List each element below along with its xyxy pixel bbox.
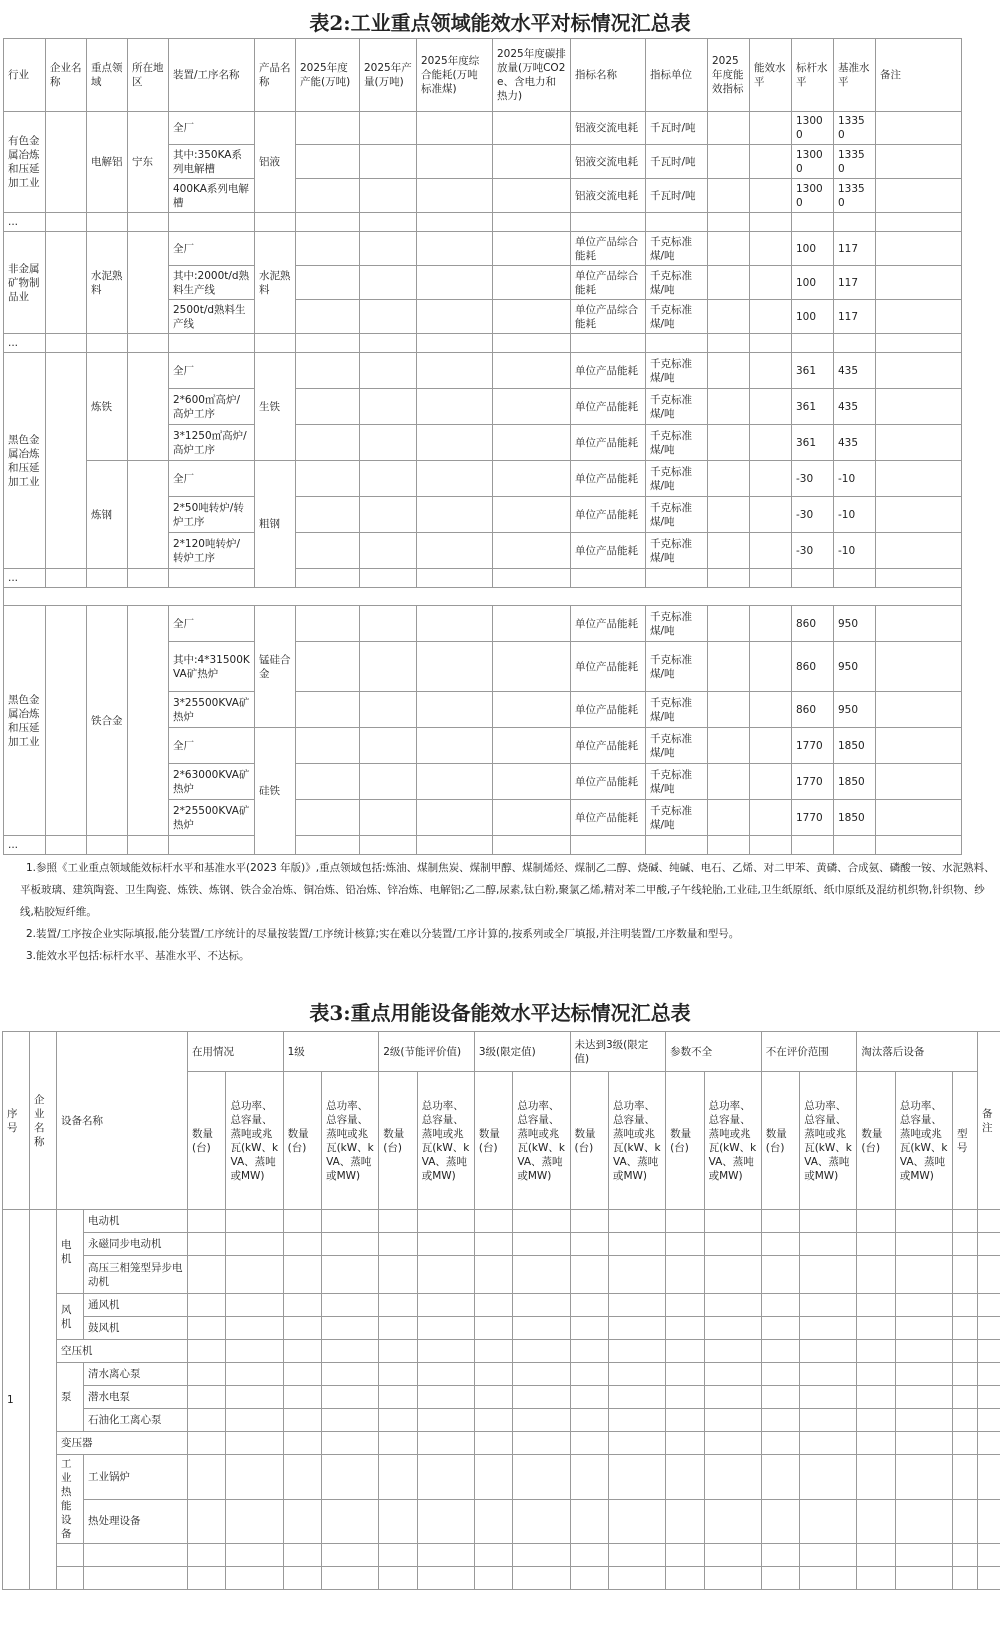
- device-item: 石油化工离心泵: [84, 1409, 188, 1432]
- table2-header-row: [4, 39, 962, 112]
- product-cell: 生铁: [255, 353, 296, 461]
- sub-model: 型号: [953, 1072, 978, 1210]
- company-cell: [46, 353, 87, 569]
- benchmark-cell: 13000: [792, 112, 834, 145]
- sub-cap: 总功率、总容量、蒸吨或兆瓦(kW、kVA、蒸吨或MW): [608, 1072, 665, 1210]
- table-row: [3, 1210, 1000, 1233]
- device-cell: 2500t/d熟料生产线: [169, 300, 255, 334]
- base-cell: 13350: [834, 145, 876, 179]
- region-cell: [128, 353, 169, 461]
- unit-cell: 千克标准煤/吨: [646, 232, 708, 266]
- header-capacity: 2025年度产能(万吨): [296, 39, 360, 112]
- device-item: 工业锅炉: [84, 1455, 188, 1500]
- industry-cell: 有色金属冶炼和压延加工业: [4, 112, 46, 213]
- sub-cap: 总功率、总容量、蒸吨或兆瓦(kW、kVA、蒸吨或MW): [704, 1072, 761, 1210]
- benchmark-cell: 100: [792, 266, 834, 300]
- table3-title: 表3:重点用能设备能效水平达标情况汇总表: [309, 1001, 691, 1025]
- table-row: [3, 1386, 1000, 1409]
- device-cell: 2*63000KVA矿热炉: [169, 764, 255, 800]
- metric-cell: 单位产品能耗: [571, 764, 646, 800]
- field-cell: 水泥熟料: [87, 232, 128, 334]
- unit-cell: 千克标准煤/吨: [646, 800, 708, 836]
- device-item: 空压机: [57, 1340, 188, 1363]
- header-company: 企业名称: [30, 1032, 57, 1210]
- unit-cell: 千克标准煤/吨: [646, 642, 708, 692]
- table-row: [3, 1363, 1000, 1386]
- device-item: 清水离心泵: [84, 1363, 188, 1386]
- product-cell: 粗钢: [255, 461, 296, 588]
- table-row: [3, 1294, 1000, 1317]
- table3-group-row: [3, 1032, 1000, 1072]
- product-cell: 水泥熟料: [255, 232, 296, 334]
- sub-cap: 总功率、总容量、蒸吨或兆瓦(kW、kVA、蒸吨或MW): [895, 1072, 952, 1210]
- sub-cap: 总功率、总容量、蒸吨或兆瓦(kW、kVA、蒸吨或MW): [417, 1072, 474, 1210]
- base-cell: 13350: [834, 179, 876, 213]
- device-item: 永磁同步电动机: [84, 1233, 188, 1256]
- unit-cell: 千克标准煤/吨: [646, 728, 708, 764]
- base-cell: -10: [834, 497, 876, 533]
- metric-cell: 单位产品能耗: [571, 425, 646, 461]
- ellipsis-row: [4, 213, 962, 232]
- base-cell: 1850: [834, 728, 876, 764]
- metric-cell: 铝液交流电耗: [571, 145, 646, 179]
- note-3: 3.能效水平包括:标杆水平、基准水平、不达标。: [26, 950, 250, 962]
- sub-qty: 数量(台): [761, 1072, 799, 1210]
- unit-cell: 千瓦时/吨: [646, 112, 708, 145]
- base-cell: 117: [834, 266, 876, 300]
- sub-cap: 总功率、总容量、蒸吨或兆瓦(kW、kVA、蒸吨或MW): [322, 1072, 379, 1210]
- group-level-2: 2级(节能评价值): [379, 1032, 475, 1072]
- industry-cell: 非金属矿物制品业: [4, 232, 46, 334]
- header-unit: 指标单位: [646, 39, 708, 112]
- base-cell: 1850: [834, 800, 876, 836]
- header-industry: 行业: [4, 39, 46, 112]
- ellipsis-row: [4, 569, 962, 588]
- benchmark-cell: 1770: [792, 764, 834, 800]
- header-base: 基准水平: [834, 39, 876, 112]
- unit-cell: 千瓦时/吨: [646, 145, 708, 179]
- table-row: [3, 1409, 1000, 1432]
- company-cell: [30, 1210, 57, 1590]
- header-metric: 指标名称: [571, 39, 646, 112]
- base-cell: 950: [834, 692, 876, 728]
- header-field: 重点领域: [87, 39, 128, 112]
- category-fan: 风机: [57, 1294, 84, 1340]
- header-device-name: 设备名称: [57, 1032, 188, 1210]
- benchmark-cell: 1770: [792, 728, 834, 764]
- field-cell: 电解铝: [87, 112, 128, 213]
- sub-qty: 数量(台): [857, 1072, 895, 1210]
- table-row: [4, 461, 962, 497]
- table-row: [3, 1544, 1000, 1567]
- metric-cell: 铝液交流电耗: [571, 112, 646, 145]
- unit-cell: 千克标准煤/吨: [646, 497, 708, 533]
- benchmark-cell: -30: [792, 533, 834, 569]
- header-indicator: 2025年度能效指标: [708, 39, 750, 112]
- device-item: 高压三相笼型异步电动机: [84, 1256, 188, 1294]
- table-row: [4, 112, 962, 145]
- benchmark-cell: 860: [792, 692, 834, 728]
- device-item: 电动机: [84, 1210, 188, 1233]
- device-cell: 其中:4*31500KVA矿热炉: [169, 642, 255, 692]
- metric-cell: 单位产品综合能耗: [571, 300, 646, 334]
- region-cell: 宁东: [128, 112, 169, 213]
- header-device: 装置/工序名称: [169, 39, 255, 112]
- header-output: 2025年产量(万吨): [360, 39, 417, 112]
- table3: [2, 1031, 1000, 1590]
- seq-cell: 1: [3, 1210, 30, 1590]
- table-row: [3, 1567, 1000, 1590]
- base-cell: 117: [834, 300, 876, 334]
- header-product: 产品名称: [255, 39, 296, 112]
- device-cell: 其中:350KA系列电解槽: [169, 145, 255, 179]
- benchmark-cell: 860: [792, 642, 834, 692]
- benchmark-cell: 100: [792, 232, 834, 266]
- unit-cell: 千克标准煤/吨: [646, 461, 708, 497]
- header-remark: 备注: [876, 39, 962, 112]
- metric-cell: 单位产品能耗: [571, 642, 646, 692]
- table-row: [4, 232, 962, 266]
- group-level-1: 1级: [283, 1032, 379, 1072]
- device-cell: 全厂: [169, 112, 255, 145]
- region-cell: [128, 232, 169, 334]
- header-seq: 序号: [3, 1032, 30, 1210]
- sub-cap: 总功率、总容量、蒸吨或兆瓦(kW、kVA、蒸吨或MW): [513, 1072, 570, 1210]
- table-row: [3, 1233, 1000, 1256]
- metric-cell: 单位产品综合能耗: [571, 232, 646, 266]
- group-below-3: 未达到3级(限定值): [570, 1032, 666, 1072]
- spacer-row: [4, 588, 962, 606]
- note-2: 2.装置/工序按企业实际填报,能分装置/工序统计的尽量按装置/工序统计核算;实在难以分装置/工序计算的,按系列或全厂填报,并注明装置/工序数量和型号。: [26, 928, 740, 940]
- table-row: [3, 1256, 1000, 1294]
- category-pump: 泵: [57, 1363, 84, 1432]
- category-motor: 电机: [57, 1210, 84, 1294]
- company-cell: [46, 232, 87, 334]
- sub-cap: 总功率、总容量、蒸吨或兆瓦(kW、kVA、蒸吨或MW): [226, 1072, 283, 1210]
- sub-qty: 数量(台): [283, 1072, 321, 1210]
- base-cell: 117: [834, 232, 876, 266]
- sub-qty: 数量(台): [188, 1072, 226, 1210]
- base-cell: 950: [834, 642, 876, 692]
- device-item: 鼓风机: [84, 1317, 188, 1340]
- table-row: [3, 1340, 1000, 1363]
- base-cell: 435: [834, 425, 876, 461]
- metric-cell: 单位产品能耗: [571, 606, 646, 642]
- product-cell: 铝液: [255, 112, 296, 213]
- benchmark-cell: 100: [792, 300, 834, 334]
- device-item: 变压器: [57, 1432, 188, 1455]
- unit-cell: 千克标准煤/吨: [646, 389, 708, 425]
- unit-cell: 千克标准煤/吨: [646, 692, 708, 728]
- ellipsis-cell: ...: [4, 836, 46, 855]
- device-item: 潜水电泵: [84, 1386, 188, 1409]
- sub-qty: 数量(台): [474, 1072, 512, 1210]
- table2-title: 表2:工业重点领域能效水平对标情况汇总表: [309, 11, 691, 35]
- category-heat: 工业热能设备: [57, 1455, 84, 1544]
- metric-cell: 铝液交流电耗: [571, 179, 646, 213]
- table-row: [3, 1317, 1000, 1340]
- benchmark-cell: 361: [792, 353, 834, 389]
- ellipsis-cell: ...: [4, 334, 46, 353]
- benchmark-cell: -30: [792, 497, 834, 533]
- group-incomplete: 参数不全: [666, 1032, 762, 1072]
- ellipsis-row: [4, 334, 962, 353]
- benchmark-cell: -30: [792, 461, 834, 497]
- field-cell: 铁合金: [87, 606, 128, 836]
- field-cell: 炼钢: [87, 461, 128, 569]
- benchmark-cell: 13000: [792, 179, 834, 213]
- device-item: 热处理设备: [84, 1499, 188, 1544]
- unit-cell: 千克标准煤/吨: [646, 606, 708, 642]
- ellipsis-row: [4, 836, 962, 855]
- device-cell: 400KA系列电解槽: [169, 179, 255, 213]
- group-obsolete: 淘汰落后设备: [857, 1032, 978, 1072]
- header-energy: 2025年度综合能耗(万吨标准煤): [417, 39, 493, 112]
- unit-cell: 千克标准煤/吨: [646, 266, 708, 300]
- metric-cell: 单位产品综合能耗: [571, 266, 646, 300]
- header-remark: 备注: [977, 1032, 1000, 1210]
- device-cell: 全厂: [169, 353, 255, 389]
- base-cell: 435: [834, 389, 876, 425]
- table-row: [4, 606, 962, 642]
- table-row: [3, 1455, 1000, 1500]
- metric-cell: 单位产品能耗: [571, 461, 646, 497]
- sub-qty: 数量(台): [379, 1072, 417, 1210]
- metric-cell: 单位产品能耗: [571, 497, 646, 533]
- base-cell: 435: [834, 353, 876, 389]
- field-cell: 炼铁: [87, 353, 128, 461]
- device-cell: 2*600㎥高炉/高炉工序: [169, 389, 255, 425]
- metric-cell: 单位产品能耗: [571, 353, 646, 389]
- metric-cell: 单位产品能耗: [571, 533, 646, 569]
- benchmark-cell: 860: [792, 606, 834, 642]
- header-company: 企业名称: [46, 39, 87, 112]
- ellipsis-cell: ...: [4, 569, 46, 588]
- unit-cell: 千克标准煤/吨: [646, 533, 708, 569]
- device-cell: 全厂: [169, 728, 255, 764]
- device-cell: 全厂: [169, 606, 255, 642]
- unit-cell: 千克标准煤/吨: [646, 764, 708, 800]
- group-in-use: 在用情况: [188, 1032, 284, 1072]
- benchmark-cell: 1770: [792, 800, 834, 836]
- industry-cell: 黑色金属冶炼和压延加工业: [4, 353, 46, 569]
- sub-cap: 总功率、总容量、蒸吨或兆瓦(kW、kVA、蒸吨或MW): [800, 1072, 857, 1210]
- benchmark-cell: 361: [792, 389, 834, 425]
- base-cell: 950: [834, 606, 876, 642]
- table2: [3, 38, 962, 855]
- table2-notes: [20, 857, 995, 967]
- note-1: 1.参照《工业重点领域能效标杆水平和基准水平(2023 年版)》,重点领域包括:炼油、煤制焦炭、煤制甲醇、煤制烯烃、煤制乙二醇、烧碱、纯碱、电石、乙烯、对二甲苯、黄磷、合成氨、磷酸一铵、水泥熟料、平板玻璃、建筑陶瓷、卫生陶瓷、炼铁、炼钢、铁合金冶炼、铜冶炼、铅冶炼、锌冶炼、电解铝;乙二醇,尿素,钛白粉,聚氯乙烯,精对苯二甲酸,子午线轮胎,工业硅,卫生纸原纸、纸巾原纸及混纺机织物,针织物、纱线,粘胶短纤维。: [20, 862, 995, 918]
- table-row: [3, 1432, 1000, 1455]
- header-benchmark: 标杆水平: [792, 39, 834, 112]
- base-cell: -10: [834, 461, 876, 497]
- unit-cell: 千克标准煤/吨: [646, 425, 708, 461]
- company-cell: [46, 606, 87, 836]
- table-row: [4, 353, 962, 389]
- ellipsis-cell: ...: [4, 213, 46, 232]
- base-cell: -10: [834, 533, 876, 569]
- metric-cell: 单位产品能耗: [571, 692, 646, 728]
- sub-qty: 数量(台): [666, 1072, 704, 1210]
- region-cell: [128, 461, 169, 569]
- metric-cell: 单位产品能耗: [571, 728, 646, 764]
- header-region: 所在地区: [128, 39, 169, 112]
- base-cell: 13350: [834, 112, 876, 145]
- metric-cell: 单位产品能耗: [571, 389, 646, 425]
- unit-cell: 千克标准煤/吨: [646, 353, 708, 389]
- device-cell: 3*1250㎥高炉/高炉工序: [169, 425, 255, 461]
- industry-cell: 黑色金属冶炼和压延加工业: [4, 606, 46, 836]
- base-cell: 1850: [834, 764, 876, 800]
- device-cell: 2*25500KVA矿热炉: [169, 800, 255, 836]
- company-cell: [46, 112, 87, 213]
- product-cell: 硅铁: [255, 728, 296, 855]
- header-carbon: 2025年度碳排放量(万吨CO2e、含电力和热力): [493, 39, 571, 112]
- device-cell: 全厂: [169, 461, 255, 497]
- group-level-3: 3级(限定值): [474, 1032, 570, 1072]
- header-level: 能效水平: [750, 39, 792, 112]
- device-cell: 2*120吨转炉/转炉工序: [169, 533, 255, 569]
- group-out-of-scope: 不在评价范围: [761, 1032, 857, 1072]
- device-cell: 全厂: [169, 232, 255, 266]
- table-row: [3, 1499, 1000, 1544]
- unit-cell: 千瓦时/吨: [646, 179, 708, 213]
- device-cell: 2*50吨转炉/转炉工序: [169, 497, 255, 533]
- benchmark-cell: 13000: [792, 145, 834, 179]
- region-cell: [128, 606, 169, 836]
- product-cell: 锰硅合金: [255, 606, 296, 728]
- device-cell: 其中:2000t/d熟料生产线: [169, 266, 255, 300]
- metric-cell: 单位产品能耗: [571, 800, 646, 836]
- unit-cell: 千克标准煤/吨: [646, 300, 708, 334]
- device-item: 通风机: [84, 1294, 188, 1317]
- benchmark-cell: 361: [792, 425, 834, 461]
- sub-qty: 数量(台): [570, 1072, 608, 1210]
- device-cell: 3*25500KVA矿热炉: [169, 692, 255, 728]
- spacer-cell: [4, 588, 962, 606]
